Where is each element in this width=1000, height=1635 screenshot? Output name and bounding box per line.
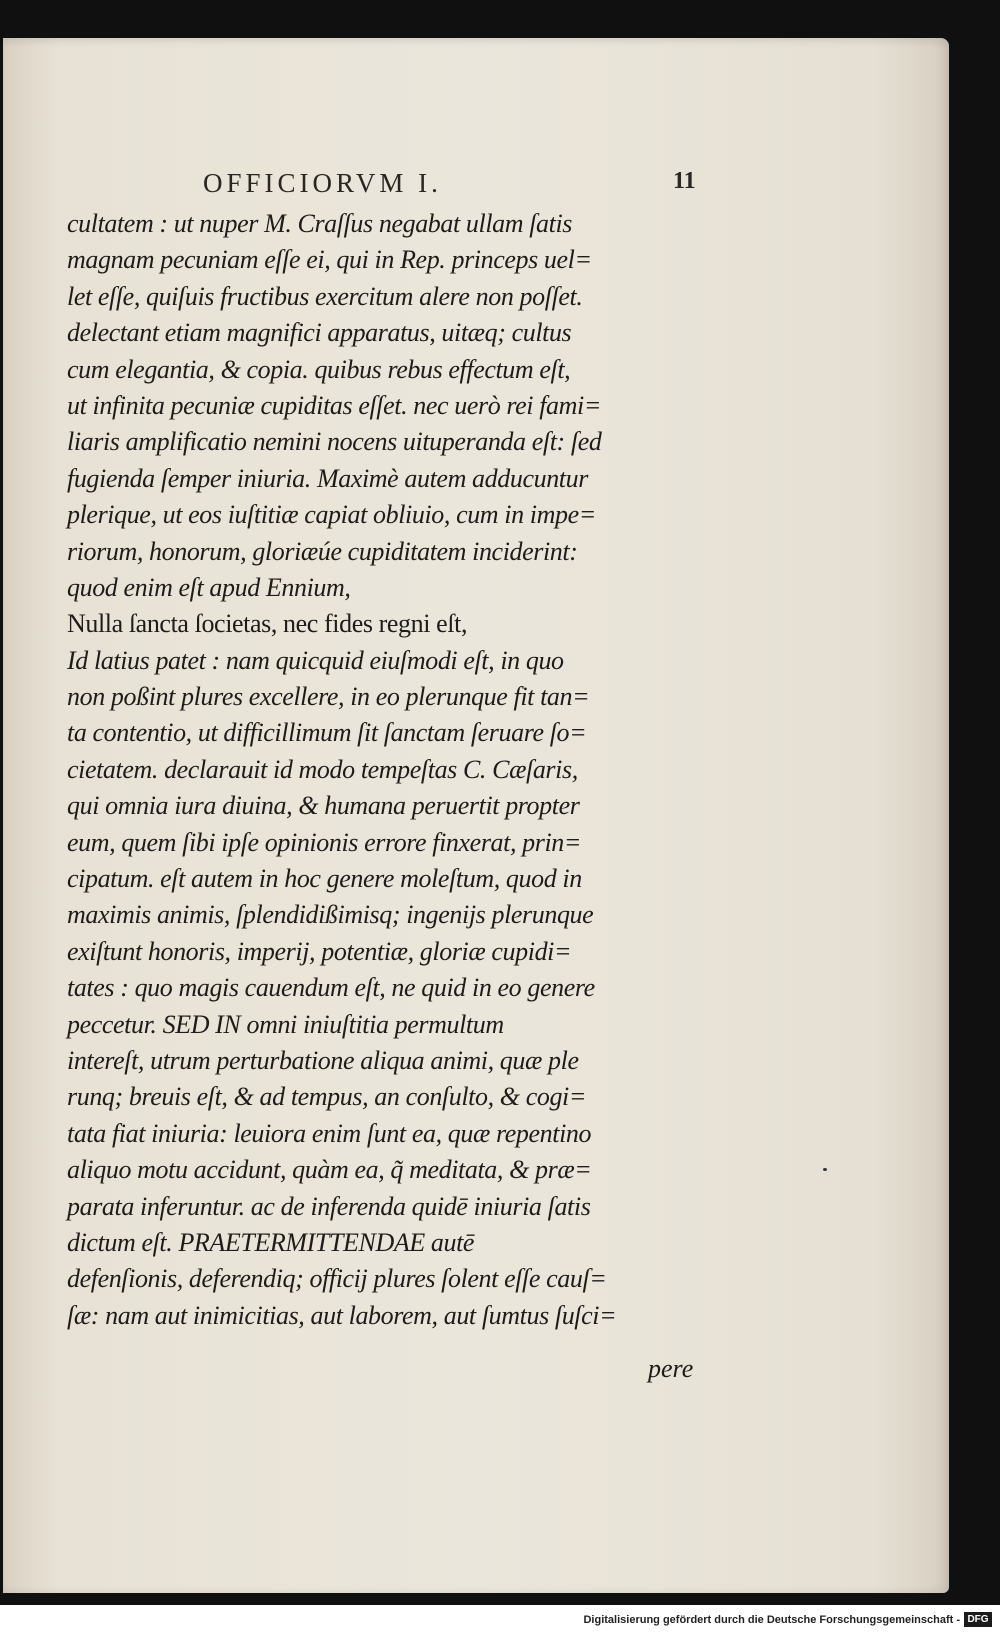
text-line: parata inferuntur. ac de inferenda quidē iniuria ſatis — [67, 1191, 591, 1221]
text-line: ſæ: nam aut inimicitias, aut laborem, aut ſumtus ſuſci= — [67, 1300, 617, 1330]
text-line: peccetur. SED IN omni iniuſtitia permultum — [67, 1009, 504, 1039]
text-line: liaris amplificatio nemini nocens uituperanda eſt: ſed — [67, 427, 602, 457]
text-line: intereſt, utrum perturbatione aliqua animi, quæ ple — [67, 1045, 579, 1075]
text-line: maximis animis, ſplendidißimisq; ingenijs plerunque — [67, 900, 594, 930]
text-line: cum elegantia, & copia. quibus rebus effectum eſt, — [67, 354, 571, 384]
text-line: aliquo motu accidunt, quàm ea, q̃ meditata, & præ= — [67, 1155, 592, 1185]
text-line: runq; breuis eſt, & ad tempus, an conſulto, & cogi= — [67, 1082, 587, 1112]
text-line: plerique, ut eos iuſtitiæ capiat obliuio, cum in impe= — [67, 500, 596, 530]
text-line: cietatem. declarauit id modo tempeſtas C. Cæſaris, — [67, 754, 578, 784]
running-head: OFFICIORVM I. — [203, 168, 442, 198]
text-line: eum, quem ſibi ipſe opinionis errore finxerat, prin= — [67, 827, 582, 857]
text-block — [67, 206, 717, 1334]
text-line: let eſſe, quiſuis fructibus exercitum alere non poſſet. — [67, 281, 583, 311]
folio-number: 11 — [673, 168, 696, 194]
text-line: non poßint plures excellere, in eo plerunque fit tan= — [67, 682, 590, 712]
catchword: pere — [648, 1354, 694, 1383]
text-line: cipatum. eſt autem in hoc genere moleſtum, quod in — [67, 864, 582, 894]
footer-credit: Digitalisierung gefördert durch die Deutsche Forschungsgemeinschaft - — [583, 1614, 960, 1626]
text-line: defenſionis, deferendiq; officij plures ſolent eſſe cauſ= — [67, 1264, 607, 1294]
book-page — [3, 38, 949, 1593]
text-line: dictum eſt. PRAETERMITTENDAE autē — [67, 1227, 475, 1257]
text-line: exiſtunt honoris, imperij, potentiæ, gloriæ cupidi= — [67, 936, 572, 966]
text-line: qui omnia iura diuina, & humana peruertit propter — [67, 791, 580, 821]
text-line: ut infinita pecuniæ cupiditas eſſet. nec uerò rei fami= — [67, 390, 601, 420]
text-line: Id latius patet : nam quicquid eiuſmodi eſt, in quo — [67, 645, 564, 675]
text-line: quod enim eſt apud Ennium, — [67, 572, 351, 602]
ink-speck — [823, 1168, 827, 1171]
page-header — [203, 168, 703, 208]
footer-bar — [0, 1605, 1000, 1635]
text-line: cultatem : ut nuper M. Craſſus negabat ullam ſatis — [67, 209, 573, 238]
text-line: tates : quo magis cauendum eſt, ne quid in eo genere — [67, 973, 595, 1003]
dfg-logo: DFG — [964, 1612, 992, 1627]
text-line: delectant etiam magnifici apparatus, uitæq; cultus — [67, 318, 572, 348]
text-line: magnam pecuniam eſſe ei, qui in Rep. princeps uel= — [67, 245, 592, 275]
text-line: ta contentio, ut difficillimum ſit ſanctam ſeruare ſo= — [67, 718, 587, 748]
text-line: riorum, honorum, gloriæúe cupiditatem inciderint: — [67, 536, 578, 566]
text-line: fugienda ſemper iniuria. Maximè autem adducuntur — [67, 463, 588, 493]
text-line: Nulla ſancta ſocietas, nec fides regni eſt, — [67, 609, 468, 639]
text-line: tata fiat iniuria: leuiora enim ſunt ea, quæ repentino — [67, 1118, 592, 1148]
